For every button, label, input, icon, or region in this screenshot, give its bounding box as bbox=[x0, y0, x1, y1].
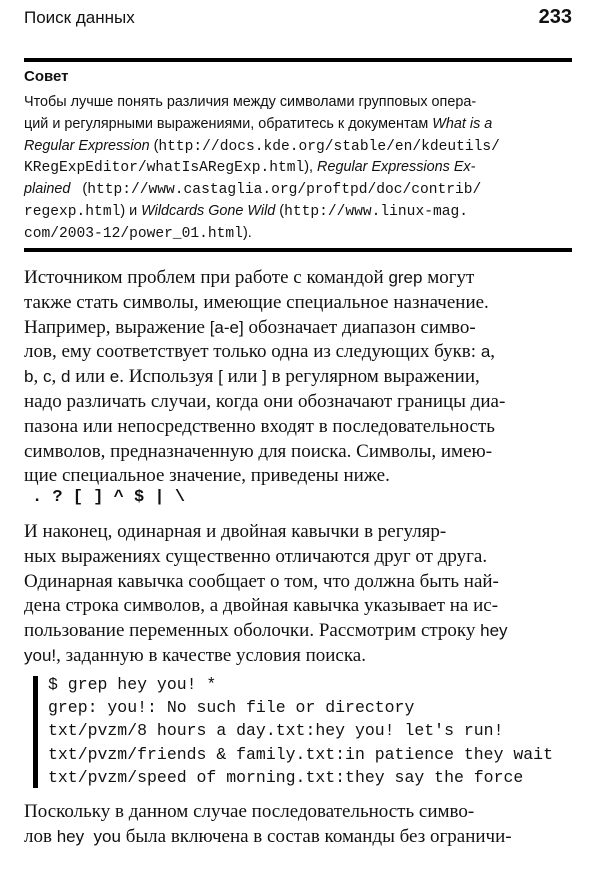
tip-line bbox=[24, 201, 572, 223]
text-run: Regular Expressions Ex- bbox=[317, 159, 476, 176]
text-run: или bbox=[70, 366, 110, 388]
inline-code: [ bbox=[218, 367, 223, 387]
inline-code: e bbox=[109, 367, 120, 387]
text-run: Поскольку в данном случае последовательность симво- bbox=[24, 801, 475, 822]
text-line bbox=[24, 570, 572, 595]
text-run: ), bbox=[304, 159, 318, 176]
text-run: пользование переменных оболочки. Рассмотрим строку bbox=[24, 620, 481, 642]
url-text: regexp.html bbox=[24, 203, 121, 220]
text-run: лов, ему соответствует только одна из следующих букв: bbox=[24, 341, 481, 363]
url-text: com/2003-12/power_01.html bbox=[24, 225, 243, 242]
text-line bbox=[24, 415, 572, 440]
text-run: была включена в состав команды без ограничи- bbox=[120, 825, 512, 847]
text-run: , заданную в качестве условия поиска. bbox=[56, 644, 366, 666]
text-line bbox=[24, 440, 572, 465]
paragraph-3 bbox=[24, 800, 572, 850]
text-run: Например, выражение bbox=[24, 316, 210, 338]
page-header bbox=[24, 6, 572, 34]
text-run: надо различать случаи, когда они обозначают границы диа- bbox=[24, 390, 506, 412]
page-number: 233 bbox=[538, 6, 572, 28]
text-line bbox=[24, 594, 572, 619]
text-run: Regular Expression bbox=[24, 137, 150, 154]
text-line bbox=[24, 266, 572, 291]
code-block bbox=[48, 673, 553, 789]
text-run: ( bbox=[275, 202, 285, 219]
text-run: Чтобы лучше понять различия между символами групповых опера- bbox=[24, 94, 477, 110]
text-run: лов bbox=[24, 825, 57, 847]
text-run: , bbox=[490, 341, 496, 363]
tip-box bbox=[24, 66, 572, 245]
text-run: ( bbox=[70, 181, 88, 198]
text-run: ) и bbox=[120, 202, 142, 219]
text-line bbox=[24, 365, 572, 390]
paragraph-2 bbox=[24, 520, 572, 669]
code-block-bar bbox=[33, 676, 38, 788]
text-line bbox=[24, 340, 572, 365]
text-line bbox=[24, 316, 572, 341]
text-line bbox=[24, 800, 572, 825]
text-run: . Используя bbox=[119, 366, 219, 388]
tip-line bbox=[24, 92, 572, 114]
text-run: ( bbox=[149, 137, 159, 154]
text-line bbox=[24, 619, 572, 644]
tip-line bbox=[24, 157, 572, 179]
code-line: txt/pvzm/speed of morning.txt:they say the force bbox=[48, 767, 524, 787]
code-line: $ grep hey you! * bbox=[48, 675, 217, 694]
inline-code: [a-e] bbox=[209, 317, 244, 337]
text-line bbox=[24, 291, 572, 316]
tip-text bbox=[24, 92, 572, 245]
inline-code: c bbox=[42, 367, 52, 387]
text-line bbox=[24, 520, 572, 545]
tip-line bbox=[24, 223, 572, 245]
special-characters: . ? [ ] ^ $ | \ bbox=[32, 488, 186, 507]
text-line bbox=[24, 644, 572, 669]
text-run: или bbox=[222, 366, 263, 388]
inline-code: hey bbox=[480, 621, 508, 641]
url-text: http://www.linux-mag. bbox=[284, 203, 468, 220]
url-text: http://docs.kde.org/stable/en/kdeutils/ bbox=[158, 138, 500, 155]
inline-code: a bbox=[480, 342, 491, 362]
code-line: txt/pvzm/8 hours a day.txt:hey you! let's run! bbox=[48, 721, 504, 741]
text-run: , bbox=[33, 366, 43, 388]
text-run: ных выражениях существенно отличаются друг от друга. bbox=[24, 545, 488, 567]
text-run: символов, предназначенную для поиска. Символы, имею- bbox=[24, 440, 493, 462]
text-run: , bbox=[51, 366, 61, 388]
text-run: ). bbox=[242, 224, 252, 241]
inline-code: you! bbox=[24, 645, 57, 665]
text-run: также стать символы, имеющие специальное назначение. bbox=[24, 291, 489, 313]
text-line bbox=[24, 390, 572, 415]
text-run: И наконец, одинарная и двойная кавычки в регуляр- bbox=[24, 521, 447, 542]
text-run: ций и регулярными выражениями, обратитесь к документам bbox=[24, 115, 433, 132]
paragraph-1 bbox=[24, 266, 572, 489]
inline-code: d bbox=[60, 367, 71, 387]
url-text: http://www.castaglia.org/proftpd/doc/contrib/ bbox=[87, 182, 482, 199]
text-run: plained bbox=[24, 181, 71, 198]
inline-code: hey you bbox=[56, 826, 121, 846]
tip-line bbox=[24, 179, 572, 201]
inline-code: grep bbox=[388, 268, 423, 287]
text-run: пазона или непосредственно входят в последовательность bbox=[24, 415, 495, 437]
text-run: дена строка символов, а двойная кавычка указывает на ис- bbox=[24, 595, 499, 617]
text-run: в регулярном выражении, bbox=[266, 366, 480, 388]
text-run: щие специальное значение, приведены ниже. bbox=[24, 465, 390, 487]
tip-line bbox=[24, 136, 572, 158]
text-run: Одинарная кавычка сообщает о том, что должна быть най- bbox=[24, 570, 499, 592]
text-run: могут bbox=[422, 267, 475, 288]
text-run: обозначает диапазон симво- bbox=[243, 316, 476, 338]
inline-code: ] bbox=[262, 367, 267, 387]
text-line bbox=[24, 825, 572, 850]
running-title: Поиск данных bbox=[24, 8, 135, 27]
url-text: KRegExpEditor/whatIsARegExp.html bbox=[24, 160, 305, 177]
code-line: txt/pvzm/friends & family.txt:in patience they wait bbox=[48, 744, 553, 764]
tip-title: Совет bbox=[24, 68, 69, 85]
tip-line bbox=[24, 114, 572, 136]
inline-code: b bbox=[24, 367, 34, 387]
text-line bbox=[24, 545, 572, 570]
tip-top-rule bbox=[24, 58, 572, 62]
text-run: Источником проблем при работе с командой bbox=[24, 267, 389, 288]
tip-bottom-rule bbox=[24, 248, 572, 252]
code-line: grep: you!: No such file or directory bbox=[48, 698, 415, 718]
text-run: What is a bbox=[432, 115, 493, 132]
text-line bbox=[24, 464, 572, 489]
text-run: Wildcards Gone Wild bbox=[141, 202, 276, 219]
